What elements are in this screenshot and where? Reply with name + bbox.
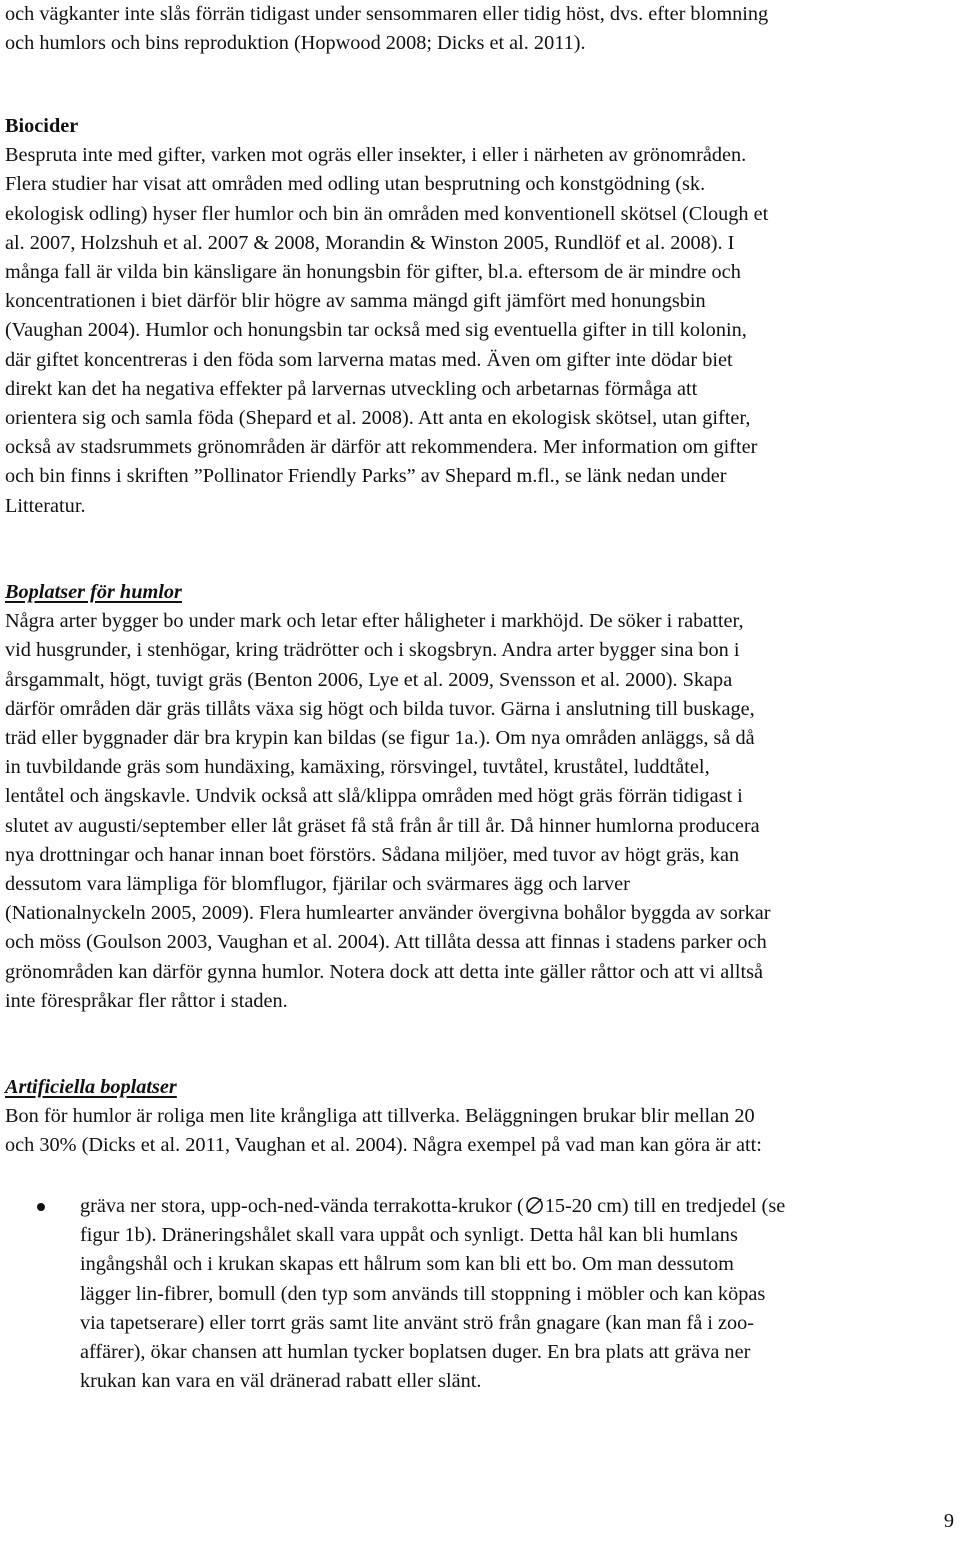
text-line: där giftet koncentreras i den föda som larverna matas med. Även om gifter inte dödar biet: [5, 348, 733, 371]
text-line: årsgammalt, högt, tuvigt gräs (Benton 2006, Lye et al. 2009, Svensson et al. 2000). Skapa: [5, 668, 733, 691]
section-artificiella: [5, 1073, 960, 1161]
text-line: träd eller byggnader där bra krypin kan bildas (se figur 1a.). Om nya områden anläggs, så då: [5, 727, 755, 750]
section-heading: Boplatser för humlor: [5, 581, 182, 603]
text-line: vid husgrunder, i stenhögar, kring trädrötter och i skogsbryn. Andra arter bygger sina bon i: [5, 639, 740, 662]
text-line: direkt kan det ha negativa effekter på larvernas utveckling och arbetarnas förmåga att: [5, 377, 698, 400]
text-line: ekologisk odling) hyser fler humlor och bin än områden med konventionell skötsel (Clough et: [5, 202, 769, 225]
text-line: Bon för humlor är roliga men lite krångliga att tillverka. Beläggningen brukar blir mellan 20: [5, 1105, 755, 1128]
text-line: Några arter bygger bo under mark och letar efter håligheter i markhöjd. De söker i rabatter,: [5, 610, 744, 633]
text-line: via tapetserare) eller torrt gräs samt lite använt strö från gnagare (kan man få i zoo-: [80, 1311, 755, 1334]
text-line: och bin finns i skriften ”Pollinator Friendly Parks” av Shepard m.fl., se länk nedan under: [5, 465, 727, 488]
text-line: [80, 1192, 960, 1221]
text-line: och möss (Goulson 2003, Vaughan et al. 2004). Att tillåta dessa att finnas i stadens parker och: [5, 931, 767, 954]
section-heading: Biocider: [5, 115, 79, 137]
section-heading: Artificiella boplatser: [5, 1076, 177, 1098]
text-line: nya drottningar och hanar innan boet förstörs. Sådana miljöer, med tuvor av högt gräs, kan: [5, 843, 740, 866]
section-boplatser: [5, 578, 960, 1016]
text-line: ingångshål och i krukan skapas ett hålrum som kan bli ett bo. Om man dessutom: [80, 1253, 734, 1276]
intro-paragraph: [5, 0, 960, 58]
text-line: affärer), ökar chansen att humlan tycker boplatsen duger. En bra plats att gräva ner: [80, 1341, 751, 1364]
text-line: många fall är vilda bin känsligare än honungsbin för gifter, bl.a. eftersom de är mindre och: [5, 261, 741, 284]
text-line: in tuvbildande gräs som hundäxing, kamäxing, rörsvingel, tuvtåtel, kruståtel, luddtåtel,: [5, 756, 710, 779]
text-line: koncentrationen i biet därför blir högre av samma mängd gift jämfört med honungsbin: [5, 290, 706, 313]
text-line: grönområden kan därför gynna humlor. Notera dock att detta inte gäller råttor och att vi alltså: [5, 960, 764, 983]
text-line: inte förespråkar fler råttor i staden.: [5, 989, 288, 1012]
text-line: (Nationalnyckeln 2005, 2009). Flera humlearter använder övergivna bohålor byggda av sorkar: [5, 902, 771, 925]
text-line: krukan kan vara en väl dränerad rabatt eller slänt.: [80, 1370, 482, 1393]
text-line: Flera studier har visat att områden med odling utan besprutning och konstgödning (sk.: [5, 173, 706, 196]
text-fragment: gräva ner stora, upp-och-ned-vända terrakotta-krukor (: [80, 1195, 524, 1217]
text-line: figur 1b). Dräneringshålet skall vara uppåt och synligt. Detta hål kan bli humlans: [80, 1224, 738, 1247]
list-item: [5, 1192, 960, 1396]
text-line: Litteratur.: [5, 494, 86, 517]
diameter-icon: [525, 1196, 544, 1215]
text-line: och vägkanter inte slås förrän tidigast under sensommaren eller tidig höst, dvs. efter blomning: [5, 3, 769, 25]
text-line: lentåtel och ängskavle. Undvik också att slå/klippa områden med högt gräs förrän tidigast i: [5, 785, 743, 808]
text-line: al. 2007, Holzshuh et al. 2007 & 2008, Morandin & Winston 2005, Rundlöf et al. 2008). I: [5, 231, 735, 254]
page-number: 9: [943, 1510, 954, 1532]
text-line: därför områden där gräs tillåts växa sig högt och bilda tuvor. Gärna i anslutning till buskage,: [5, 697, 755, 720]
text-line: och 30% (Dicks et al. 2011, Vaughan et al. 2004). Några exempel på vad man kan göra är att:: [5, 1134, 762, 1157]
bullet-dot-icon: [37, 1203, 45, 1211]
text-line: Bespruta inte med gifter, varken mot ogräs eller insekter, i eller i närheten av grönområden.: [5, 144, 747, 167]
section-biocider: [5, 112, 960, 521]
text-line: och humlors och bins reproduktion (Hopwood 2008; Dicks et al. 2011).: [5, 32, 586, 55]
text-line: slutet av augusti/september eller låt gräset få stå från år till år. Då hinner humlorna producera: [5, 814, 760, 837]
bullet-list: [5, 1192, 960, 1396]
text-line: dessutom vara lämpliga för blomflugor, fjärilar och svärmares ägg och larver: [5, 873, 630, 896]
text-line: lägger lin-fibrer, bomull (den typ som används till stoppning i möbler och kan köpas: [80, 1282, 766, 1305]
text-fragment: 15-20 cm) till en tredjedel (se: [544, 1195, 786, 1217]
text-line: orientera sig och samla föda (Shepard et al. 2008). Att anta en ekologisk skötsel, utan gifter,: [5, 407, 751, 430]
text-line: också av stadsrummets grönområden är därför att rekommendera. Mer information om gifter: [5, 436, 758, 459]
text-line: (Vaughan 2004). Humlor och honungsbin tar också med sig eventuella gifter in till kolonin,: [5, 319, 747, 342]
